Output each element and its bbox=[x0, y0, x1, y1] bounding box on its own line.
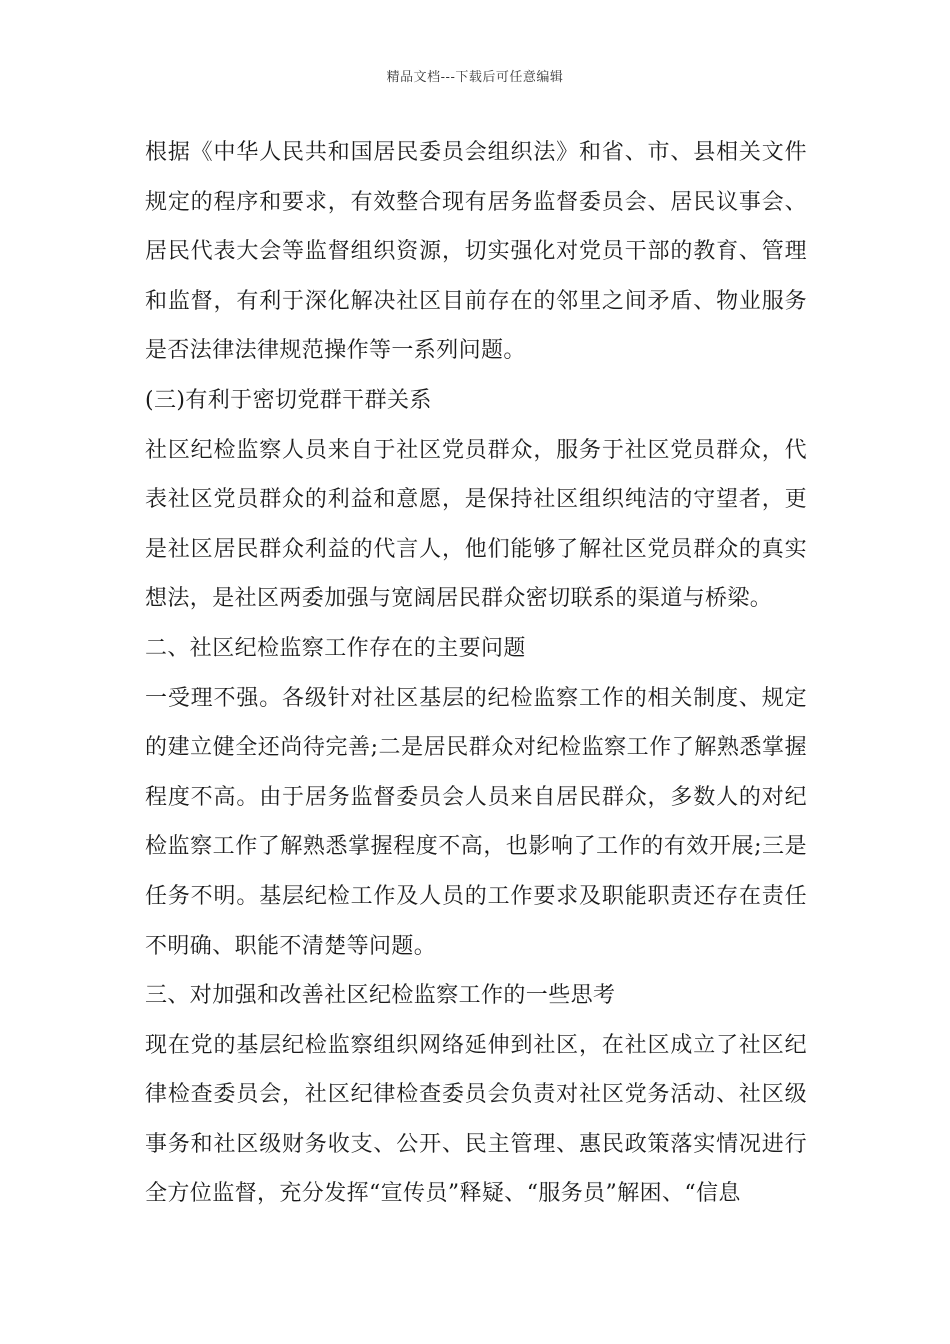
paragraph-thoughts: 现在党的基层纪检监察组织网络延伸到社区，在社区成立了社区纪律检查委员会，社区纪律检查委员会负责对社区党务活动、社区级事务和社区级财务收支、公开、民主管理、惠民政策落实情况进行全方位监督，充分发挥“宣传员”释疑、“服务员”解困、“信息 bbox=[145, 1032, 807, 1207]
document-body bbox=[145, 128, 807, 1219]
paragraph-main-problems: 一受理不强。各级针对社区基层的纪检监察工作的相关制度、规定的建立健全还尚待完善;二是居民群众对纪检监察工作了解熟悉掌握程度不高。由于居务监督委员会人员来自居民群众，多数人的对纪检监察工作了解熟悉掌握程度不高，也影响了工作的有效开展;三是任务不明。基层纪检工作及人员的工作要求及职能职责还存在责任不明确、职能不清楚等问题。 bbox=[145, 685, 807, 959]
section-heading-party-relations: (三)有利于密切党群干群关系 bbox=[145, 387, 432, 413]
section-heading-main-problems: 二、社区纪检监察工作存在的主要问题 bbox=[145, 635, 526, 661]
section-heading-thoughts: 三、对加强和改善社区纪检监察工作的一些思考 bbox=[145, 983, 616, 1009]
paragraph-legal-basis: 根据《中华人民共和国居民委员会组织法》和省、市、县相关文件规定的程序和要求，有效整合现有居务监督委员会、居民议事会、居民代表大会等监督组织资源，切实强化对党员干部的教育、管理和监督，有利于深化解决社区目前存在的邻里之间矛盾、物业服务是否法律法律规范操作等一系列问题。 bbox=[145, 140, 807, 364]
page-header: 精品文档---下载后可任意编辑 bbox=[386, 70, 564, 85]
paragraph-party-relations: 社区纪检监察人员来自于社区党员群众，服务于社区党员群众，代表社区党员群众的利益和意愿，是保持社区组织纯洁的守望者，更是社区居民群众利益的代言人，他们能够了解社区党员群众的真实想法，是社区两委加强与宽阔居民群众密切联系的渠道与桥梁。 bbox=[145, 437, 807, 612]
